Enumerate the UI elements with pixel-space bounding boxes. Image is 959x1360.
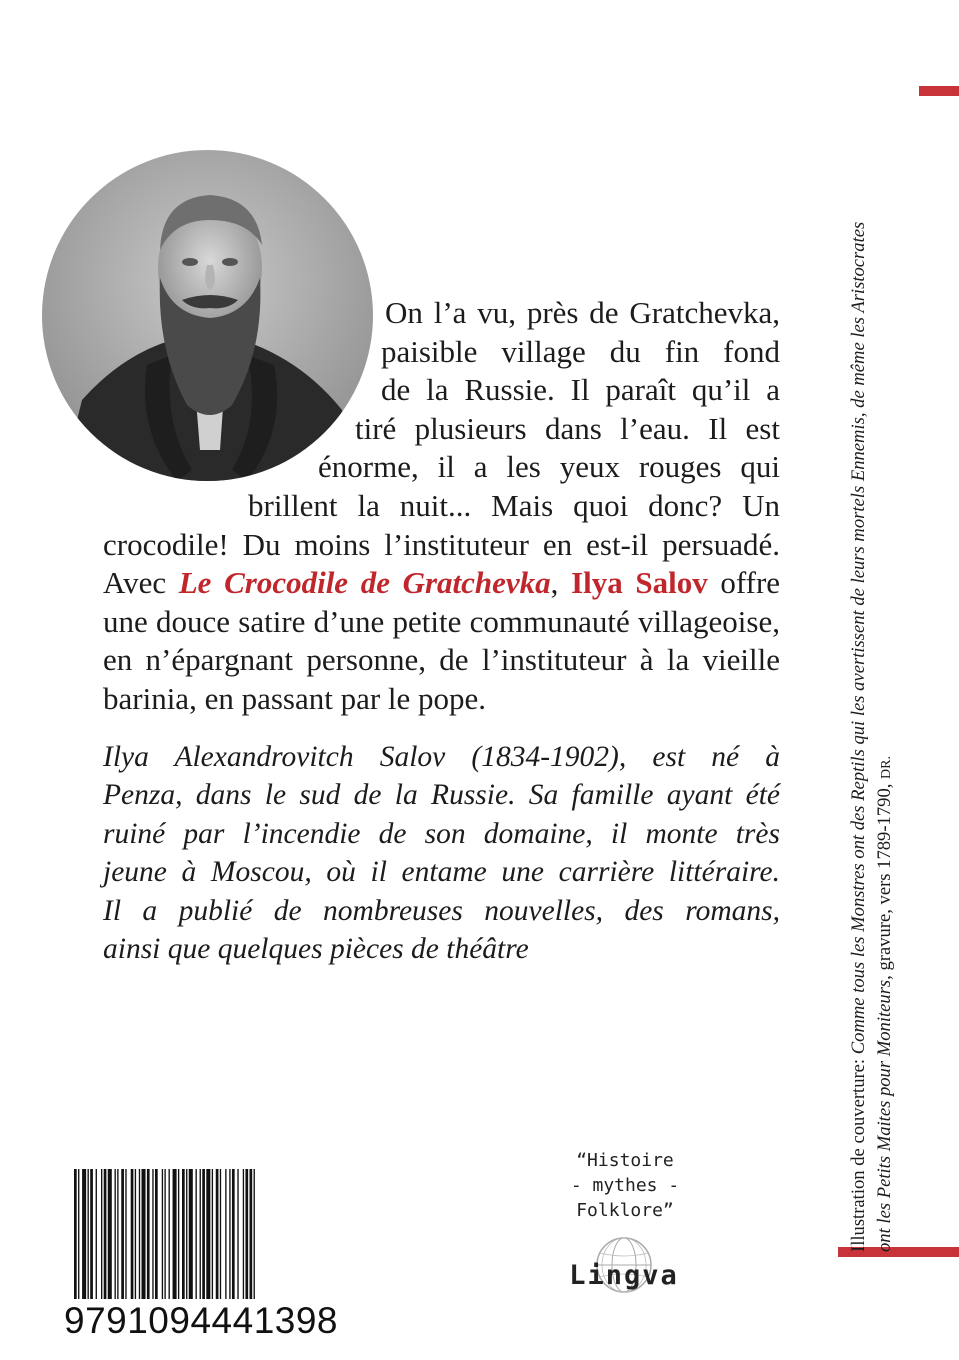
barcode-bar: [162, 1169, 163, 1299]
cover-illustration-credit: [846, 82, 898, 1252]
barcode-bar: [182, 1169, 185, 1299]
blurb-line-3: de la Russie. Il paraît qu’il a: [381, 372, 780, 408]
barcode-bar: [173, 1169, 177, 1299]
barcode-bar: [245, 1169, 248, 1299]
credit-caption-1: Comme tous les Monstres ont des Reptils qui les avertissent de leurs mortels Ennemis, de même les Aristocrates: [848, 221, 869, 1055]
barcode-bar: [88, 1169, 89, 1299]
barcode-bar: [108, 1169, 112, 1299]
barcode-bar: [189, 1169, 193, 1299]
series-name: [540, 1148, 710, 1223]
barcode-bar: [117, 1169, 118, 1299]
barcode-bar: [104, 1169, 107, 1299]
barcode-bar: [250, 1169, 253, 1299]
barcode-bars: [74, 1169, 340, 1299]
barcode-bar: [164, 1169, 165, 1299]
barcode-bar: [142, 1169, 146, 1299]
barcode-bar: [237, 1169, 238, 1299]
barcode-bar: [131, 1169, 134, 1299]
back-cover-blurb: [103, 294, 780, 719]
blurb-comma: ,: [550, 565, 572, 601]
blurb-line-8: [103, 564, 780, 603]
bio-line-4: jeune à Moscou, où il entame une carrière littéraire.: [103, 856, 780, 889]
barcode-bar: [229, 1169, 230, 1299]
blurb-line-2: paisible village du fin fond: [381, 333, 780, 369]
barcode-bar: [169, 1169, 170, 1299]
barcode-bar: [254, 1169, 255, 1299]
barcode-bar: [202, 1169, 205, 1299]
blurb-line-4: tiré plusieurs dans l’eau. Il est: [355, 410, 780, 446]
bio-line-1: Ilya Alexandrovitch Salov (1834-1902), est né à: [103, 741, 780, 773]
blurb-line-10: en n’épargnant personne, de l’instituteur à la vieille: [103, 642, 780, 678]
author-name: Ilya Salov: [571, 565, 708, 601]
credit-label: Illustration de couverture:: [848, 1054, 869, 1252]
barcode-bar: [78, 1169, 79, 1299]
blurb-line-8-end: offre: [707, 565, 781, 601]
isbn-number: 9791094441398: [64, 1300, 339, 1341]
bio-line-5: Il a publié de nombreuses nouvelles, des romans,: [103, 894, 780, 927]
barcode-bar: [212, 1169, 213, 1299]
author-biography: [103, 738, 780, 968]
barcode-bar: [155, 1169, 158, 1299]
credit-caption-2: ont les Petits Maites pour Moniteurs: [874, 979, 895, 1252]
series-line-2: - mythes -: [570, 1175, 680, 1196]
blurb-line-11: barinia, en passant par le pope.: [103, 680, 487, 716]
barcode-bar: [152, 1169, 153, 1299]
barcode-bar: [147, 1169, 150, 1299]
barcode-bar: [101, 1169, 102, 1299]
publisher-name: Lingva: [569, 1260, 679, 1291]
blurb-line-8-start: Avec: [103, 565, 179, 601]
barcode-bar: [139, 1169, 140, 1299]
barcode-bar: [200, 1169, 201, 1299]
series-line-3: Folklore”: [576, 1200, 674, 1221]
barcode-bar: [121, 1169, 124, 1299]
barcode-bar: [178, 1169, 179, 1299]
blurb-line-7: crocodile! Du moins l’instituteur en est-il persuadé.: [103, 526, 780, 562]
barcode-bar: [206, 1169, 210, 1299]
barcode-bar: [186, 1169, 187, 1299]
barcode-bar: [125, 1169, 126, 1299]
barcode-bar: [243, 1169, 244, 1299]
credit-line-2: [872, 82, 900, 1252]
top-red-bar: [919, 86, 959, 96]
book-title: Le Crocodile de Gratchevka: [178, 565, 551, 601]
credit-caption-rest: , gravure, vers 1789-1790,: [874, 778, 895, 980]
barcode-bar: [232, 1169, 235, 1299]
blurb-line-9: une douce satire d’une petite communauté villageoise,: [103, 603, 780, 639]
barcode-bar: [220, 1169, 221, 1299]
series-line-1: “Histoire: [576, 1150, 674, 1171]
barcode-bar: [115, 1169, 116, 1299]
barcode-bar: [135, 1169, 136, 1299]
bio-line-3: ruiné par l’incendie de son domaine, il monte très: [103, 817, 780, 850]
barcode-bar: [90, 1169, 93, 1299]
blurb-line-5: énorme, il a les yeux rouges qui: [318, 449, 780, 485]
bio-line-2: Penza, dans le sud de la Russie. Sa famille ayant été: [103, 779, 780, 812]
barcode-bar: [74, 1169, 77, 1299]
blurb-line-1: On l’a vu, près de Gratchevka,: [385, 295, 780, 330]
barcode-bar: [82, 1169, 86, 1299]
publisher-logo: [544, 1235, 704, 1305]
credit-rights: DR.: [879, 756, 894, 779]
barcode-bar: [225, 1169, 226, 1299]
barcode-bar: [216, 1169, 219, 1299]
bio-line-6: ainsi que quelques pièces de théâtre: [103, 933, 529, 966]
barcode-bar: [96, 1169, 97, 1299]
credit-line-1: [846, 82, 872, 1252]
barcode-bar: [196, 1169, 197, 1299]
blurb-line-6: brillent la nuit... Mais quoi donc? Un: [248, 487, 780, 523]
